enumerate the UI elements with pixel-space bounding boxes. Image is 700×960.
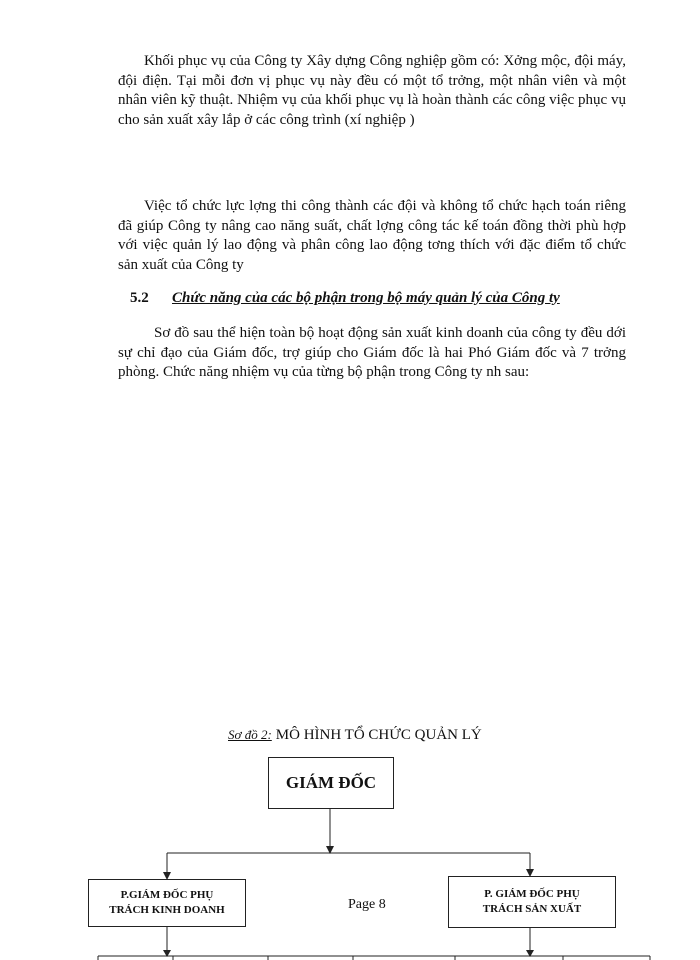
director-box	[268, 757, 394, 809]
vp-business-box	[88, 879, 246, 927]
director-label: GIÁM ĐỐC	[285, 773, 377, 792]
diagram-label: Sơ đồ 2:	[228, 727, 272, 742]
section-title: Chức năng của các bộ phận trong bộ máy quản lý của Công ty	[172, 290, 560, 306]
vp-business-line2: TRÁCH KINH DOANH	[109, 904, 225, 916]
paragraph-service-block-text: Khối phục vụ của Công ty Xây dựng Công nghiệp gồm có: Xởng mộc, đội máy, đội điện. Tại mỗi đơn vị phục vụ này đều có một tổ trởng, một nhân viên và một nhân viên kỹ thuật. Nhiệm vụ của khối phục vụ là hoàn thành các công việc phục vụ cho sản xuất xây lắp ở các công trình (xí nghiệp )	[118, 53, 626, 128]
vp-business-line1: P.GIÁM ĐỐC PHỤ	[120, 889, 214, 901]
vp-production-line2: TRÁCH SẢN XUẤT	[482, 903, 582, 915]
vp-production-box	[448, 876, 616, 928]
paragraph-diagram-intro-text: Sơ đồ sau thể hiện toàn bộ hoạt động sản xuất kinh doanh của công ty đều dới sự chỉ đạo của Giám đốc, trợ giúp cho Giám đốc là hai Phó Giám đốc và 7 trởng phòng. Chức năng nhiệm vụ của từng bộ phận trong Công ty nh sau:	[118, 325, 626, 381]
page-number: Page 8	[348, 897, 386, 912]
section-number: 5.2	[130, 290, 149, 306]
vp-production-line1: P. GIÁM ĐỐC PHỤ	[484, 888, 580, 900]
diagram-heading: MÔ HÌNH TỔ CHỨC QUẢN LÝ	[275, 727, 482, 743]
paragraph-organization-text: Việc tổ chức lực lợng thi công thành các đội và không tổ chức hạch toán riêng đã giúp Công ty nâng cao năng suất, chất lợng công tác kế toán đồng thời phù hợp với việc quản lý lao động và phân công lao động tơng thích với đặc điểm tổ chức sản xuất của Công ty	[118, 198, 626, 273]
